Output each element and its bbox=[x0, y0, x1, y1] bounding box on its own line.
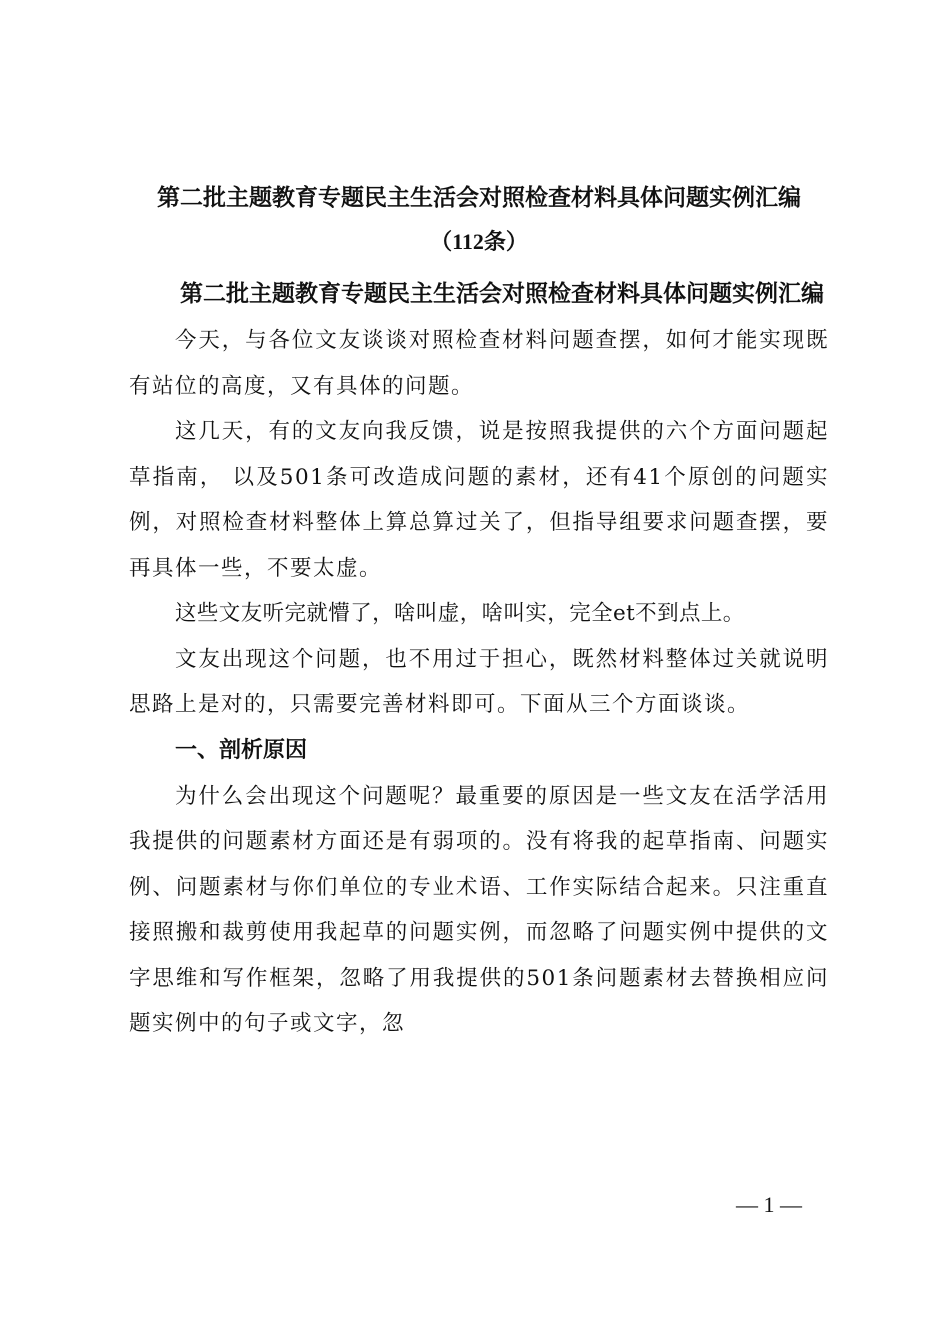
document-subtitle: 第二批主题教育专题民主生活会对照检查材料具体问题实例汇编 bbox=[180, 281, 824, 307]
section-heading: 一、剖析原因 bbox=[175, 737, 308, 763]
document-body bbox=[129, 176, 829, 1047]
paragraph-feedback: 这几天，有的文友向我反馈，说是按照我提供的六个方面问题起草指南， 以及501条可改造成问题的素材，还有41个原创的问题实例，对照检查材料整体上算总算过关了，但指导组要求问题查摆，要再具体一些，不要太虚。 bbox=[129, 419, 829, 581]
document-title: 第二批主题教育专题民主生活会对照检查材料具体问题实例汇编 bbox=[157, 185, 801, 211]
paragraph-intro: 今天，与各位文友谈谈对照检查材料问题查摆，如何才能实现既有站位的高度，又有具体的问题。 bbox=[129, 328, 829, 399]
paragraph-analysis: 为什么会出现这个问题呢？最重要的原因是一些文友在活学活用我提供的问题素材方面还是有弱项的。没有将我的起草指南、问题实例、问题素材与你们单位的专业术语、工作实际结合起来。只注重直接照搬和裁剪使用我起草的问题实例，而忽略了问题实例中提供的文字思维和写作框架，忽略了用我提供的501条问题素材去替换相应问题实例中的句子或文字，忽 bbox=[129, 783, 829, 1036]
page-number: — 1 — bbox=[736, 1192, 802, 1217]
paragraph-reassurance: 文友出现这个问题，也不用过于担心，既然材料整体过关就说明思路上是对的，只需要完善材料即可。下面从三个方面谈谈。 bbox=[129, 646, 829, 717]
document-title-count: （112条） bbox=[430, 229, 528, 254]
paragraph-confusion: 这些文友听完就懵了，啥叫虚，啥叫实，完全et不到点上。 bbox=[175, 601, 745, 626]
